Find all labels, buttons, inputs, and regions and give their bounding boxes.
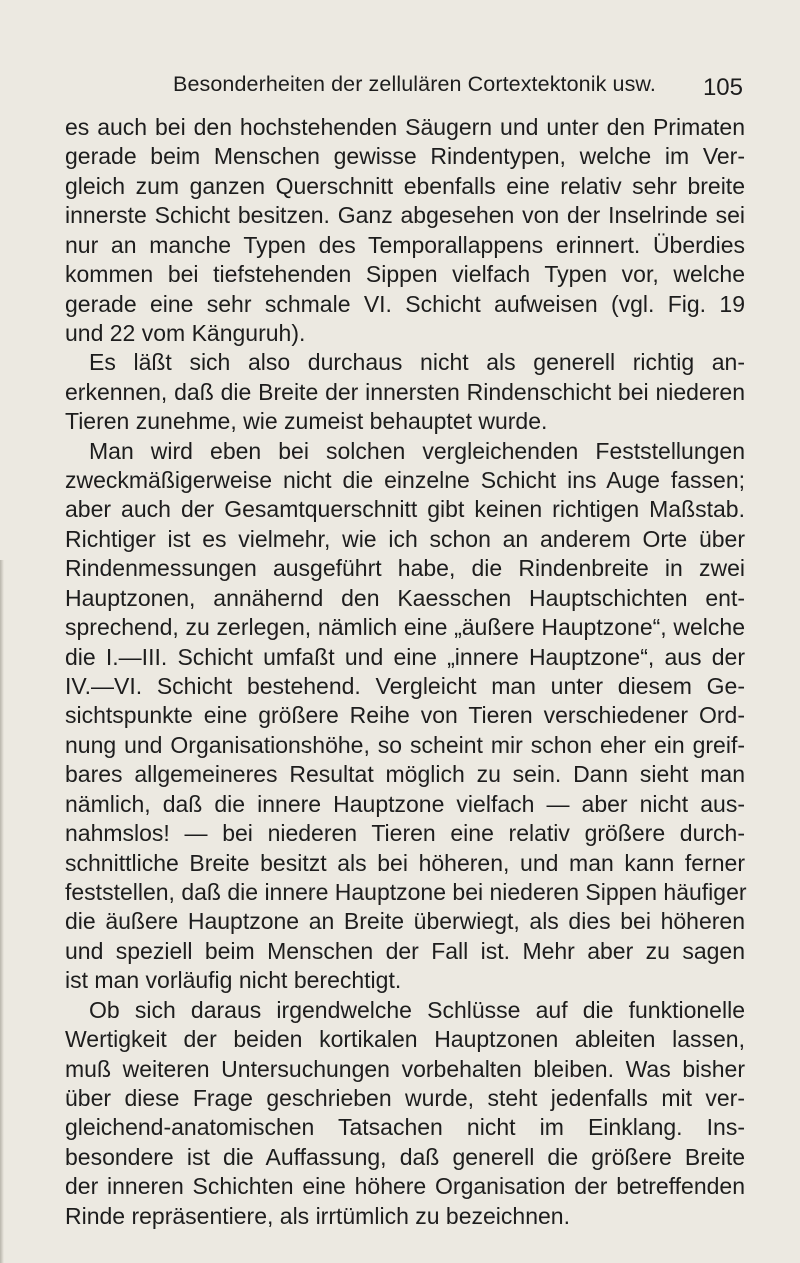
text-line: und 22 vom Känguruh). [65, 319, 306, 346]
text-line: ist man vorläufig nicht berechtigt. [65, 967, 402, 994]
text-line: Es läßt sich also durchaus nicht als generell richtig an- [89, 349, 745, 376]
text-line: Tieren zunehme, wie zumeist behauptet wurde. [65, 408, 548, 435]
text-line: sichtspunkte eine größere Reihe von Tieren verschiedener Ord- [65, 702, 745, 729]
text-line: besondere ist die Auffassung, daß generell die größere Breite [65, 1143, 745, 1170]
text-line: bares allgemeineres Resultat möglich zu sein. Dann sieht man [65, 761, 745, 788]
text-line: zweckmäßigerweise nicht die einzelne Schicht ins Auge fassen; [65, 467, 745, 494]
text-line: nämlich, daß die innere Hauptzone vielfach — aber nicht aus- [65, 790, 745, 817]
text-line: Man wird eben bei solchen vergleichenden Feststellungen [89, 437, 745, 464]
text-line: Rinde repräsentiere, als irrtümlich zu bezeichnen. [65, 1202, 570, 1229]
text-line: nahmslos! — bei niederen Tieren eine relativ größere durch- [65, 820, 745, 847]
page-number: 105 [702, 74, 743, 101]
text-line: es auch bei den hochstehenden Säugern und unter den Primaten [65, 114, 745, 140]
text-line: schnittliche Breite besitzt als bei höheren, und man kann ferner [65, 849, 745, 876]
text-line: IV.—VI. Schicht bestehend. Vergleicht man unter diesem Ge- [65, 673, 745, 700]
text-line: und speziell beim Menschen der Fall ist. Mehr aber zu sagen [65, 937, 745, 964]
text-line: die äußere Hauptzone an Breite überwiegt, als dies bei höheren [65, 908, 745, 935]
text-line: erkennen, daß die Breite der innersten Rindenschicht bei niederen [65, 378, 745, 405]
text-line: Ob sich daraus irgendwelche Schlüsse auf die funktionelle [89, 996, 745, 1023]
text-line: muß weiteren Untersuchungen vorbehalten bleiben. Was bisher [65, 1055, 745, 1082]
page-edge-shadow [0, 560, 4, 1263]
text-line: die I.—III. Schicht umfaßt und eine „innere Hauptzone“, aus der [65, 643, 745, 670]
text-line: der inneren Schichten eine höhere Organisation der betreffenden [65, 1173, 745, 1200]
text-line: feststellen, daß die innere Hauptzone bei niederen Sippen häufiger [65, 878, 747, 905]
text-line: Hauptzonen, annähernd den Kaesschen Hauptschichten ent- [65, 584, 745, 611]
text-line: gleichend-anatomischen Tatsachen nicht im Einklang. Ins- [65, 1114, 745, 1141]
text-line: kommen bei tiefstehenden Sippen vielfach Typen vor, welche [65, 261, 745, 288]
body-text [65, 113, 745, 1231]
text-line: innerste Schicht besitzen. Ganz abgesehen von der Inselrinde sei [65, 202, 745, 229]
text-line: gerade eine sehr schmale VI. Schicht aufweisen (vgl. Fig. 19 [65, 290, 745, 317]
page-header [173, 72, 743, 108]
text-line: nung und Organisationshöhe, so scheint mir schon eher ein greif- [65, 731, 745, 758]
text-line: aber auch der Gesamtquerschnitt gibt keinen richtigen Maßstab. [65, 496, 745, 523]
text-line: Rindenmessungen ausgeführt habe, die Rindenbreite in zwei [65, 555, 745, 582]
text-line: sprechend, zu zerlegen, nämlich eine „äußere Hauptzone“, welche [65, 614, 745, 641]
text-line: Wertigkeit der beiden kortikalen Hauptzonen ableiten lassen, [65, 1026, 745, 1053]
text-line: gleich zum ganzen Querschnitt ebenfalls eine relativ sehr breite [65, 172, 745, 199]
running-head: Besonderheiten der zellulären Cortextektonik usw. [173, 72, 656, 96]
text-line: nur an manche Typen des Temporallappens erinnert. Überdies [65, 231, 745, 258]
text-line: über diese Frage geschrieben wurde, steht jedenfalls mit ver- [65, 1084, 745, 1111]
text-line: gerade beim Menschen gewisse Rindentypen, welche im Ver- [65, 143, 745, 170]
text-line: Richtiger ist es vielmehr, wie ich schon an anderem Orte über [65, 525, 745, 552]
